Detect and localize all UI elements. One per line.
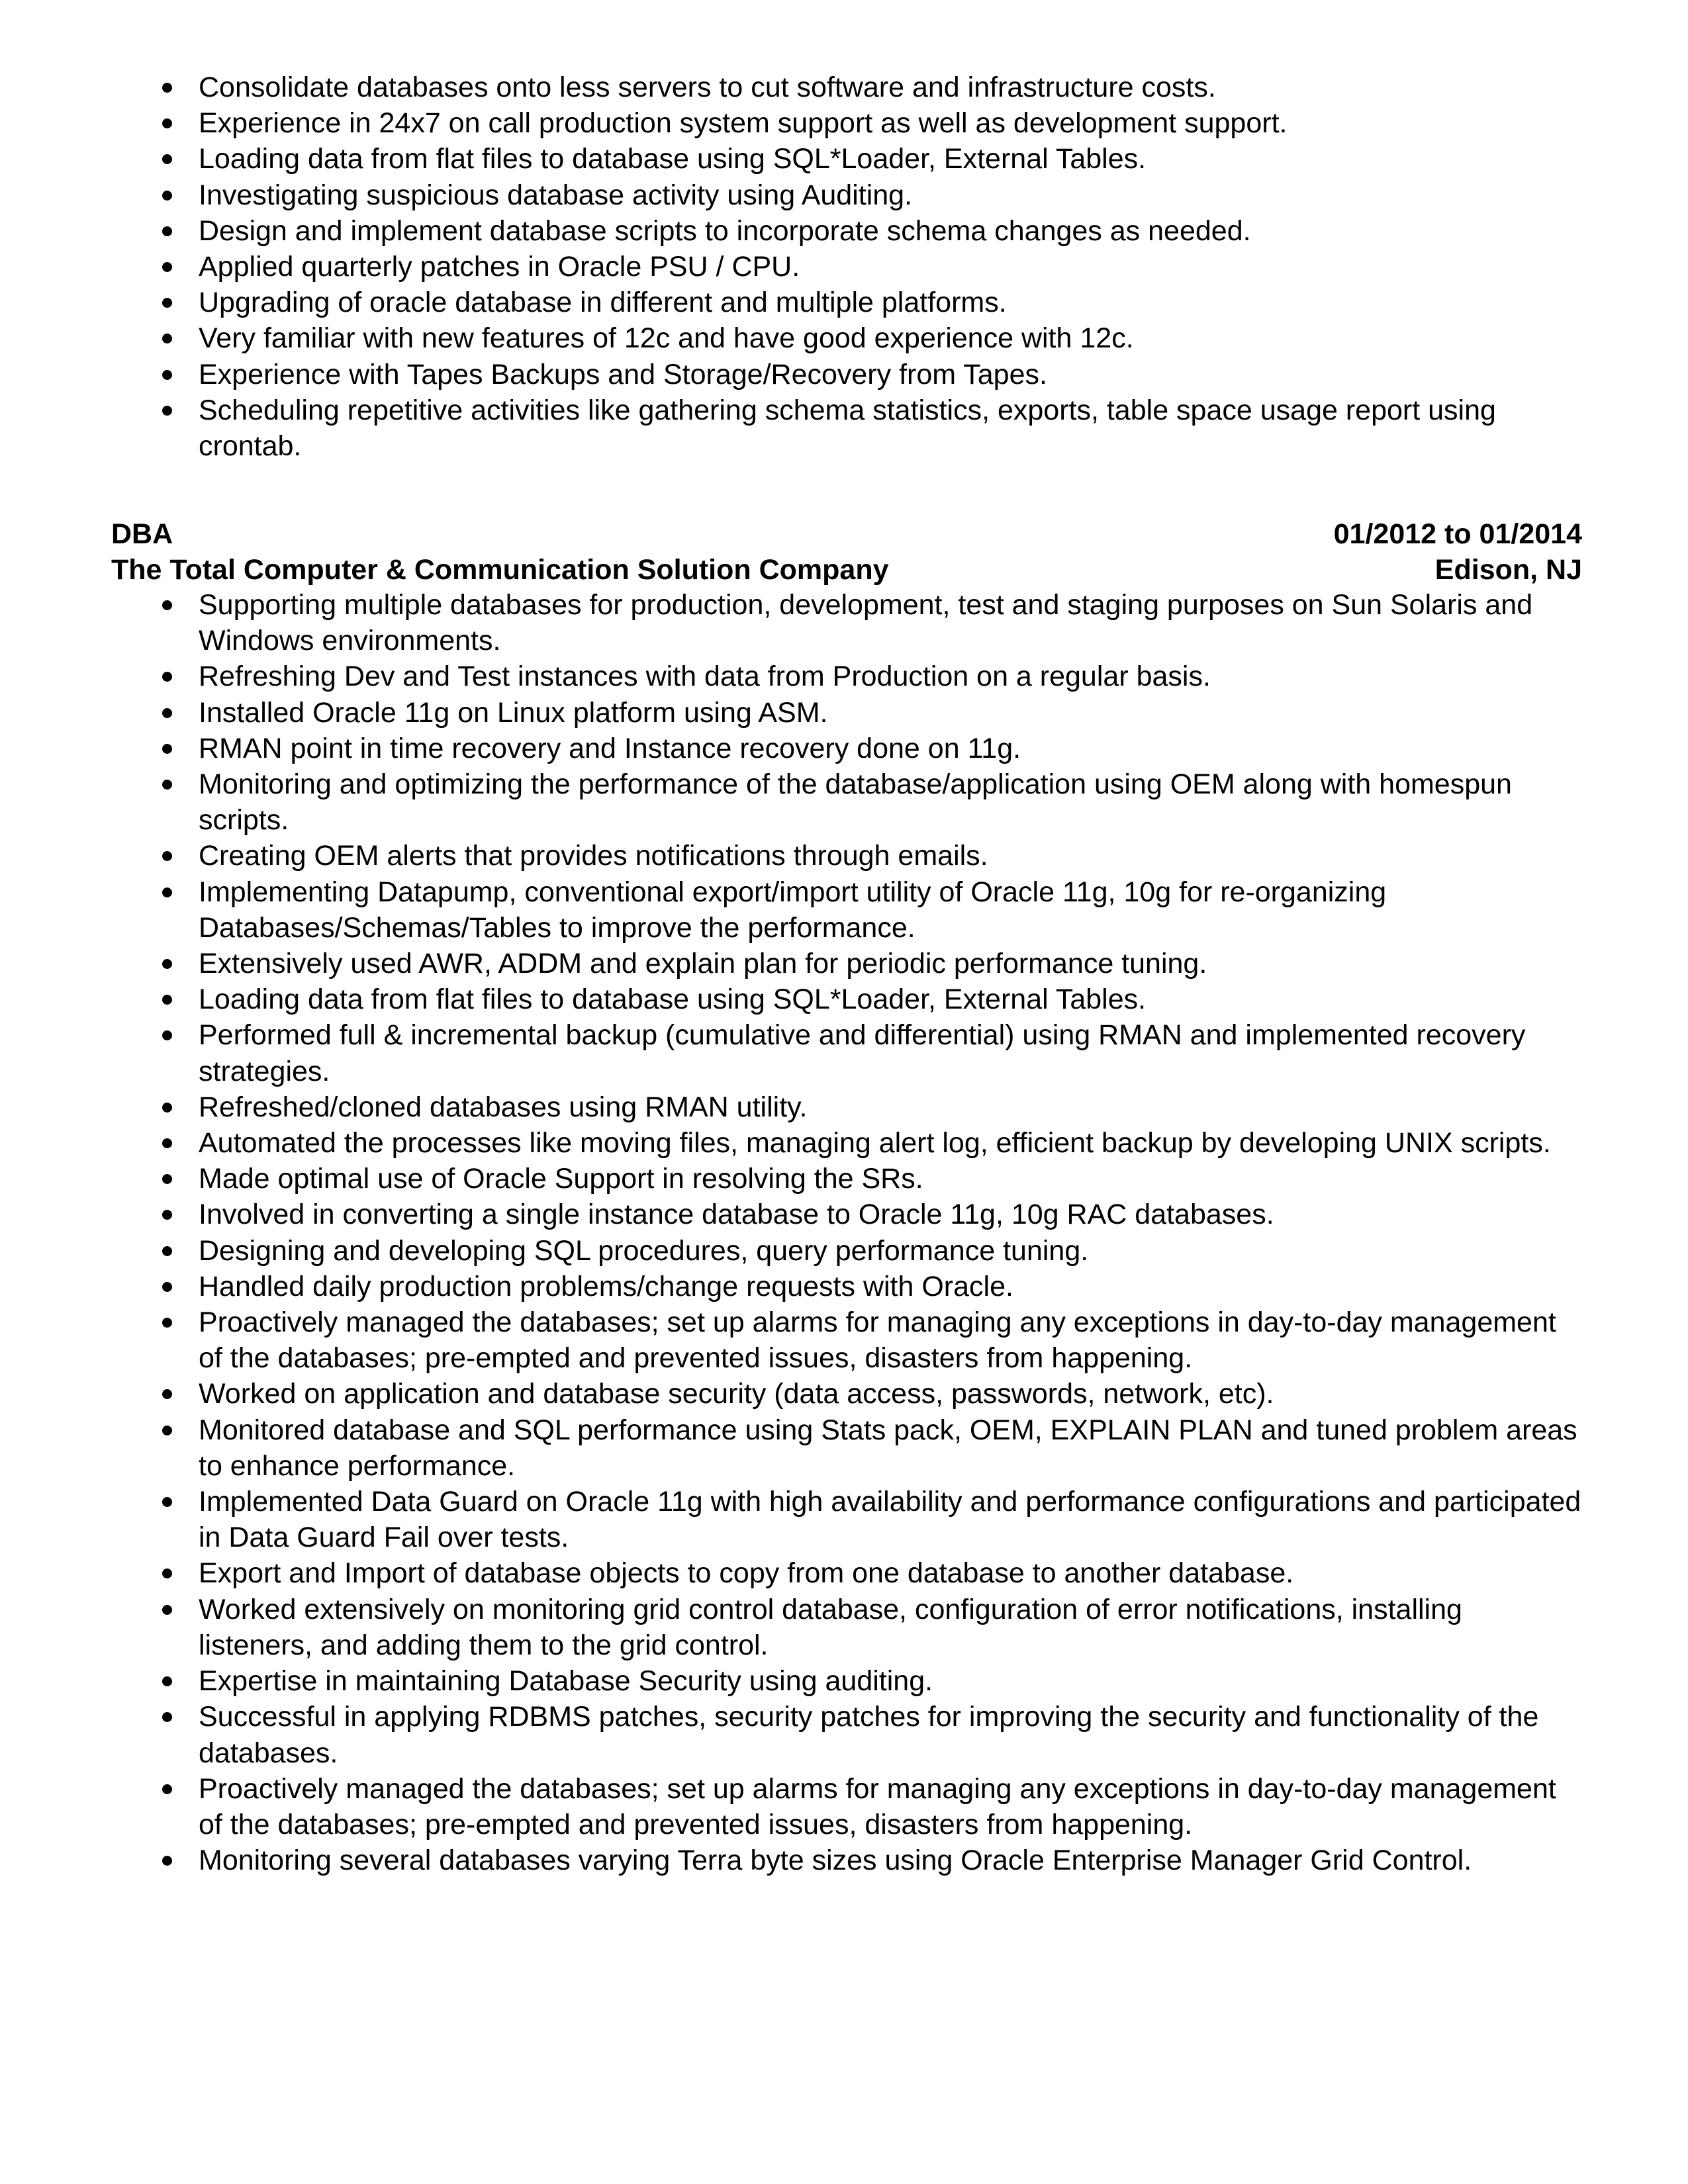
- list-item: Experience with Tapes Backups and Storage/Recovery from Tapes.: [159, 357, 1582, 392]
- list-item: Loading data from flat files to database using SQL*Loader, External Tables.: [159, 141, 1582, 177]
- list-item: Upgrading of oracle database in different and multiple platforms.: [159, 285, 1582, 320]
- list-item: Involved in converting a single instance database to Oracle 11g, 10g RAC databases.: [159, 1197, 1582, 1232]
- job-location: Edison, NJ: [1434, 554, 1582, 586]
- list-item: Designing and developing SQL procedures, query performance tuning.: [159, 1233, 1582, 1269]
- responsibilities-list-previous-job: [159, 69, 1582, 464]
- list-item: Creating OEM alerts that provides notifications through emails.: [159, 838, 1582, 874]
- list-item: Proactively managed the databases; set up alarms for managing any exceptions in day-to-day management of the databases; pre-empted and prevented issues, disasters from happening.: [159, 1771, 1582, 1843]
- list-item: Worked extensively on monitoring grid control database, configuration of error notifications, installing listeners, and adding them to the grid control.: [159, 1592, 1582, 1663]
- list-item: Consolidate databases onto less servers to cut software and infrastructure costs.: [159, 69, 1582, 105]
- list-item: Installed Oracle 11g on Linux platform using ASM.: [159, 695, 1582, 731]
- list-item: Design and implement database scripts to incorporate schema changes as needed.: [159, 213, 1582, 249]
- list-item: Experience in 24x7 on call production system support as well as development support.: [159, 105, 1582, 141]
- company-name: The Total Computer & Communication Solution Company: [111, 554, 889, 586]
- job-dates: 01/2012 to 01/2014: [1333, 518, 1582, 550]
- job-title: DBA: [111, 518, 173, 550]
- list-item: Handled daily production problems/change requests with Oracle.: [159, 1269, 1582, 1304]
- list-item: Monitoring and optimizing the performance of the database/application using OEM along with homespun scripts.: [159, 766, 1582, 838]
- list-item: Scheduling repetitive activities like gathering schema statistics, exports, table space usage report using crontab.: [159, 392, 1582, 464]
- list-item: Monitoring several databases varying Terra byte sizes using Oracle Enterprise Manager Grid Control.: [159, 1843, 1582, 1878]
- list-item: Worked on application and database security (data access, passwords, network, etc).: [159, 1376, 1582, 1412]
- list-item: Applied quarterly patches in Oracle PSU / CPU.: [159, 249, 1582, 285]
- list-item: Implementing Datapump, conventional export/import utility of Oracle 11g, 10g for re-organizing Databases/Schemas/Tables to improve the performance.: [159, 874, 1582, 946]
- list-item: Implemented Data Guard on Oracle 11g with high availability and performance configurations and participated in Data Guard Fail over tests.: [159, 1484, 1582, 1555]
- list-item: Made optimal use of Oracle Support in resolving the SRs.: [159, 1161, 1582, 1197]
- list-item: Supporting multiple databases for production, development, test and staging purposes on Sun Solaris and Windows environments.: [159, 587, 1582, 659]
- list-item: Investigating suspicious database activity using Auditing.: [159, 177, 1582, 213]
- list-item: Loading data from flat files to database using SQL*Loader, External Tables.: [159, 981, 1582, 1017]
- list-item: Very familiar with new features of 12c and have good experience with 12c.: [159, 320, 1582, 356]
- list-item: Automated the processes like moving files, managing alert log, efficient backup by developing UNIX scripts.: [159, 1125, 1582, 1161]
- list-item: Refreshing Dev and Test instances with data from Production on a regular basis.: [159, 659, 1582, 694]
- list-item: Successful in applying RDBMS patches, security patches for improving the security and functionality of the databases.: [159, 1699, 1582, 1770]
- list-item: Refreshed/cloned databases using RMAN utility.: [159, 1089, 1582, 1125]
- responsibilities-list-dba: [159, 587, 1582, 1878]
- list-item: RMAN point in time recovery and Instance recovery done on 11g.: [159, 731, 1582, 766]
- list-item: Monitored database and SQL performance using Stats pack, OEM, EXPLAIN PLAN and tuned problem areas to enhance performance.: [159, 1412, 1582, 1484]
- list-item: Extensively used AWR, ADDM and explain plan for periodic performance tuning.: [159, 946, 1582, 981]
- list-item: Expertise in maintaining Database Security using auditing.: [159, 1663, 1582, 1699]
- list-item: Proactively managed the databases; set up alarms for managing any exceptions in day-to-day management of the databases; pre-empted and prevented issues, disasters from happening.: [159, 1304, 1582, 1376]
- list-item: Export and Import of database objects to copy from one database to another database.: [159, 1555, 1582, 1591]
- list-item: Performed full & incremental backup (cumulative and differential) using RMAN and implemented recovery strategies.: [159, 1017, 1582, 1089]
